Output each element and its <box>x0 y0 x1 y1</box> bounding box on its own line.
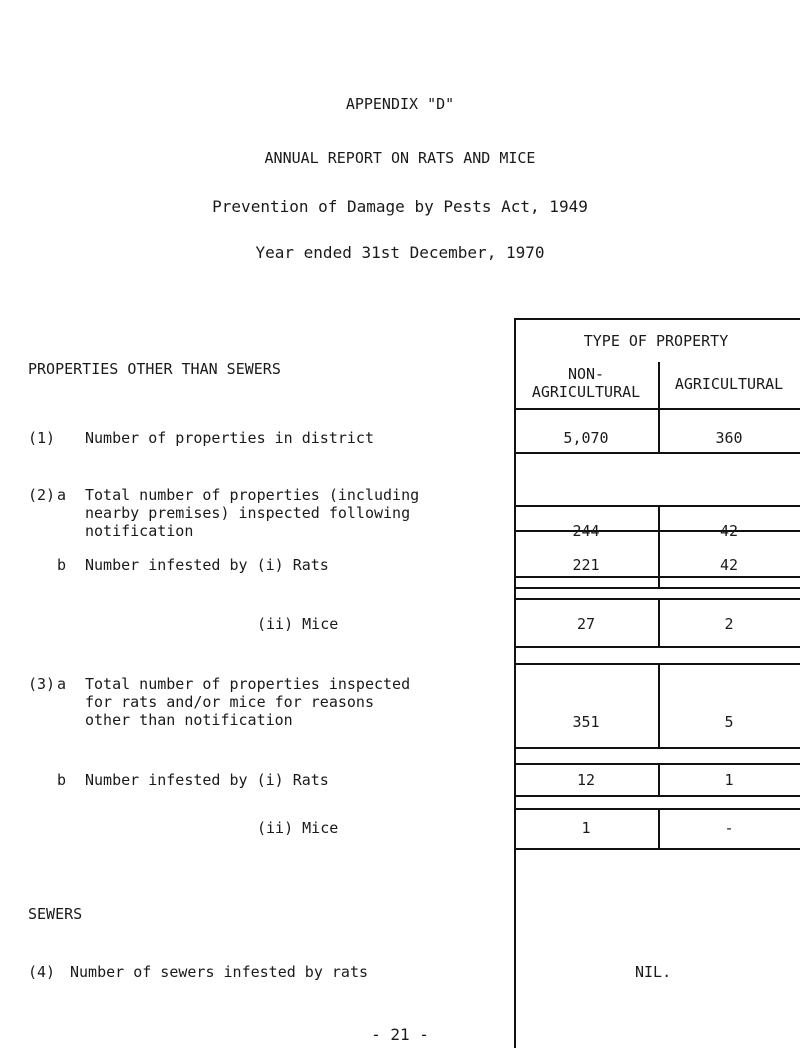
row-2c-nonag: 27 <box>576 615 596 633</box>
rule-top <box>514 318 800 320</box>
year-line: Year ended 31st December, 1970 <box>255 243 545 262</box>
row-3a-label-line3: other than notification <box>85 711 293 729</box>
row-3c-label: (ii) Mice <box>257 819 339 837</box>
row-3-number: (3) <box>28 675 56 693</box>
rule-row2a-top <box>514 505 800 507</box>
act-title: Prevention of Damage by Pests Act, 1949 <box>212 197 588 216</box>
row-2c-ag: 2 <box>724 615 734 633</box>
report-title: ANNUAL REPORT ON RATS AND MICE <box>264 149 536 167</box>
row-1-ag: 360 <box>715 429 743 447</box>
rule-row3a-top <box>514 663 800 665</box>
page-number: - 21 - <box>371 1025 429 1044</box>
rule-row2b-bottom <box>514 576 800 578</box>
rule-row1-top <box>514 408 800 410</box>
row-3c-ag: - <box>724 819 734 837</box>
row-2a-label-line3: notification <box>85 522 194 540</box>
row-3b-label: Number infested by (i) Rats <box>85 771 329 789</box>
row-3a-label-line2: for rats and/or mice for reasons <box>85 693 374 711</box>
col-nonag-header <box>514 365 658 401</box>
row-2b-ag: 42 <box>719 556 739 574</box>
row-3b-nonag: 12 <box>576 771 596 789</box>
col-ag-header: AGRICULTURAL <box>674 375 784 393</box>
appendix-label: APPENDIX "D" <box>345 95 455 113</box>
rule-row2a-bottom <box>514 587 800 589</box>
row-4-number: (4) <box>28 963 56 981</box>
row-3a-label <box>85 675 410 729</box>
rule-row3a-bottom <box>514 747 800 749</box>
rule-row3c-bottom <box>514 848 800 850</box>
row-3a-nonag: 351 <box>572 713 600 731</box>
row-3b-sub: b <box>57 771 67 789</box>
rule-row2c-bottom <box>514 646 800 648</box>
row-2a-sub: a <box>57 486 67 504</box>
row-2c-label: (ii) Mice <box>257 615 339 633</box>
row-3a-ag: 5 <box>724 713 734 731</box>
row-3b-ag: 1 <box>724 771 734 789</box>
sewers-heading: SEWERS <box>28 905 83 923</box>
row-4-label: Number of sewers infested by rats <box>70 963 369 981</box>
row-2a-label-line1: Total number of properties (including <box>85 486 420 504</box>
row-2a-ag: 42 <box>719 522 739 540</box>
row-2a-label-line2: nearby premises) inspected following <box>85 504 411 522</box>
rule-row2c-top <box>514 598 800 600</box>
col-nonag-header-line2: AGRICULTURAL <box>531 383 641 401</box>
row-4-value: NIL. <box>635 963 672 981</box>
row-3a-sub: a <box>57 675 67 693</box>
section-label: PROPERTIES OTHER THAN SEWERS <box>28 360 281 378</box>
row-2b-label: Number infested by (i) Rats <box>85 556 329 574</box>
row-1-nonag: 5,070 <box>563 429 609 447</box>
row-1-label: Number of properties in district <box>85 429 374 447</box>
row-2a-label <box>85 486 419 540</box>
rule-header-divider <box>658 362 660 408</box>
col-nonag-header-line1: NON- <box>567 365 605 383</box>
row-3a-label-line1: Total number of properties inspected <box>85 675 411 693</box>
rule-row3b-bottom <box>514 795 800 797</box>
row-3c-nonag: 1 <box>581 819 591 837</box>
rule-row1-bottom <box>514 452 800 454</box>
rule-row3c-top <box>514 808 800 810</box>
row-2-number: (2) <box>28 486 56 504</box>
row-2a-nonag: 244 <box>572 522 600 540</box>
row-2b-nonag: 221 <box>572 556 600 574</box>
row-2b-sub: b <box>57 556 67 574</box>
rule-row3a-mid <box>658 663 660 747</box>
type-of-property-header: TYPE OF PROPERTY <box>583 332 729 350</box>
rule-row3b-top <box>514 763 800 765</box>
row-1-number: (1) <box>28 429 56 447</box>
rule-left <box>514 318 516 1048</box>
